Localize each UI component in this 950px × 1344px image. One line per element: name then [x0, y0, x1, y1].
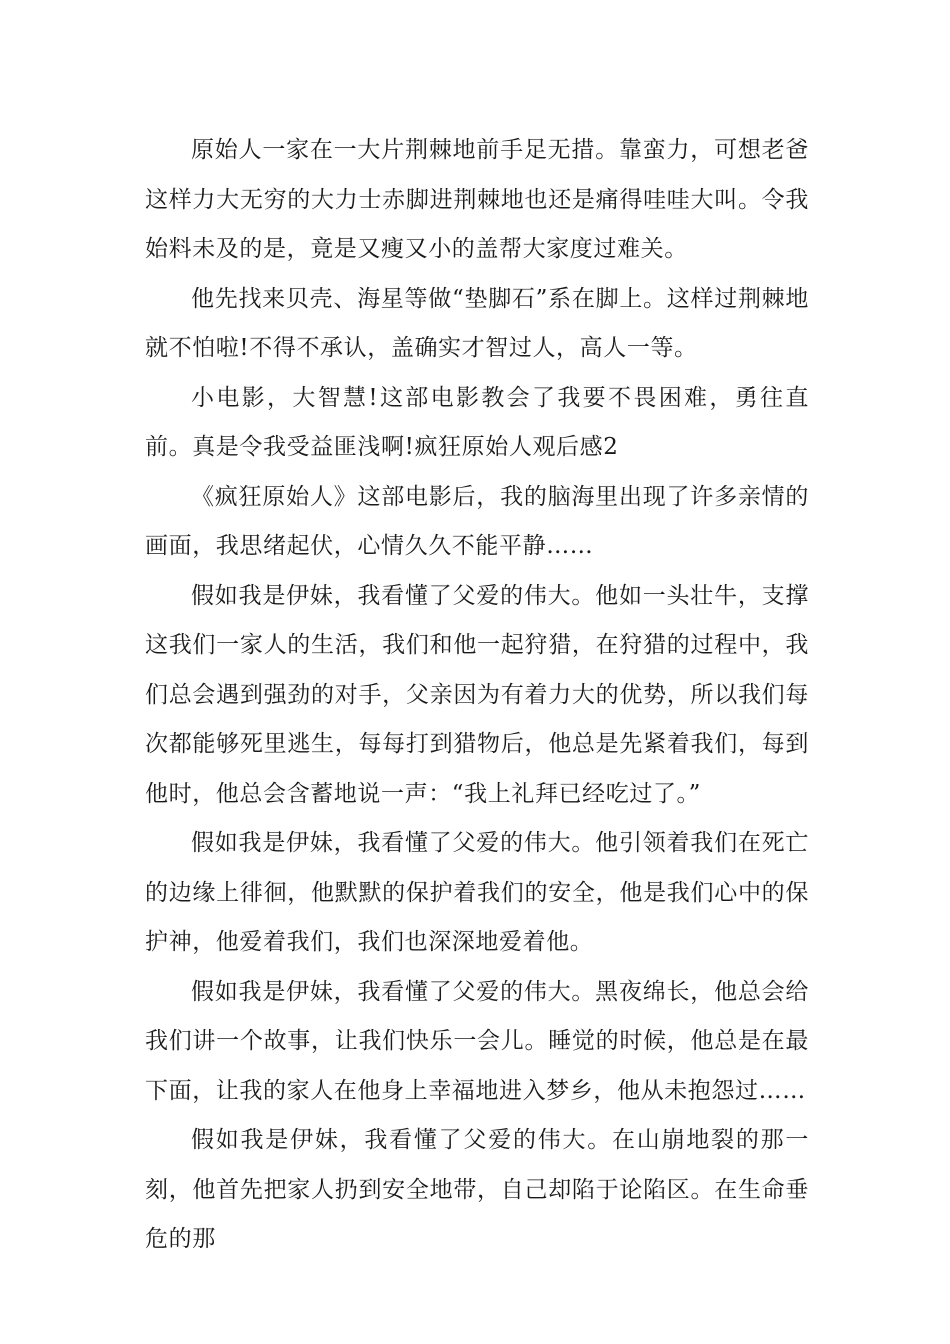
paragraph-7: 假如我是伊妹，我看懂了父爱的伟大。黑夜绵长，他总会给我们讲一个故事，让我们快乐一会儿。睡觉的时候，他总是在最下面，让我的家人在他身上幸福地进入梦乡，他从未抱怨过…… — [145, 978, 809, 1104]
paragraph-4: 《疯狂原始人》这部电影后，我的脑海里出现了许多亲情的画面，我思绪起伏，心情久久不能平静…… — [145, 483, 809, 559]
paragraph-3: 小电影，大智慧!这部电影教会了我要不畏困难，勇往直前。真是令我受益匪浅啊!疯狂原始人观后感2 — [145, 384, 809, 460]
paragraph-1: 原始人一家在一大片荆棘地前手足无措。靠蛮力，可想老爸这样力大无穷的大力士赤脚进荆棘地也还是痛得哇哇大叫。令我始料未及的是，竟是又瘦又小的盖帮大家度过难关。 — [145, 137, 809, 262]
paragraph-8: 假如我是伊妹，我看懂了父爱的伟大。在山崩地裂的那一刻，他首先把家人扔到安全地带，自己却陷于论陷区。在生命垂危的那 — [145, 1127, 809, 1252]
paragraph-6: 假如我是伊妹，我看懂了父爱的伟大。他引领着我们在死亡的边缘上徘徊，他默默的保护着我们的安全，他是我们心中的保护神，他爱着我们，我们也深深地爱着他。 — [145, 830, 809, 955]
paragraph-5: 假如我是伊妹，我看懂了父爱的伟大。他如一头壮牛，支撑这我们一家人的生活，我们和他一起狩猎，在狩猎的过程中，我们总会遇到强劲的对手，父亲因为有着力大的优势，所以我们每次都能够死里逃生，每每打到猎物后，他总是先紧着我们，每到他时，他总会含蓄地说一声：“我上礼拜已经吃过了。” — [145, 582, 809, 807]
document-body — [145, 126, 809, 1265]
paragraph-2: 他先找来贝壳、海星等做“垫脚石”系在脚上。这样过荆棘地就不怕啦!不得不承认，盖确实才智过人，高人一等。 — [145, 285, 809, 361]
